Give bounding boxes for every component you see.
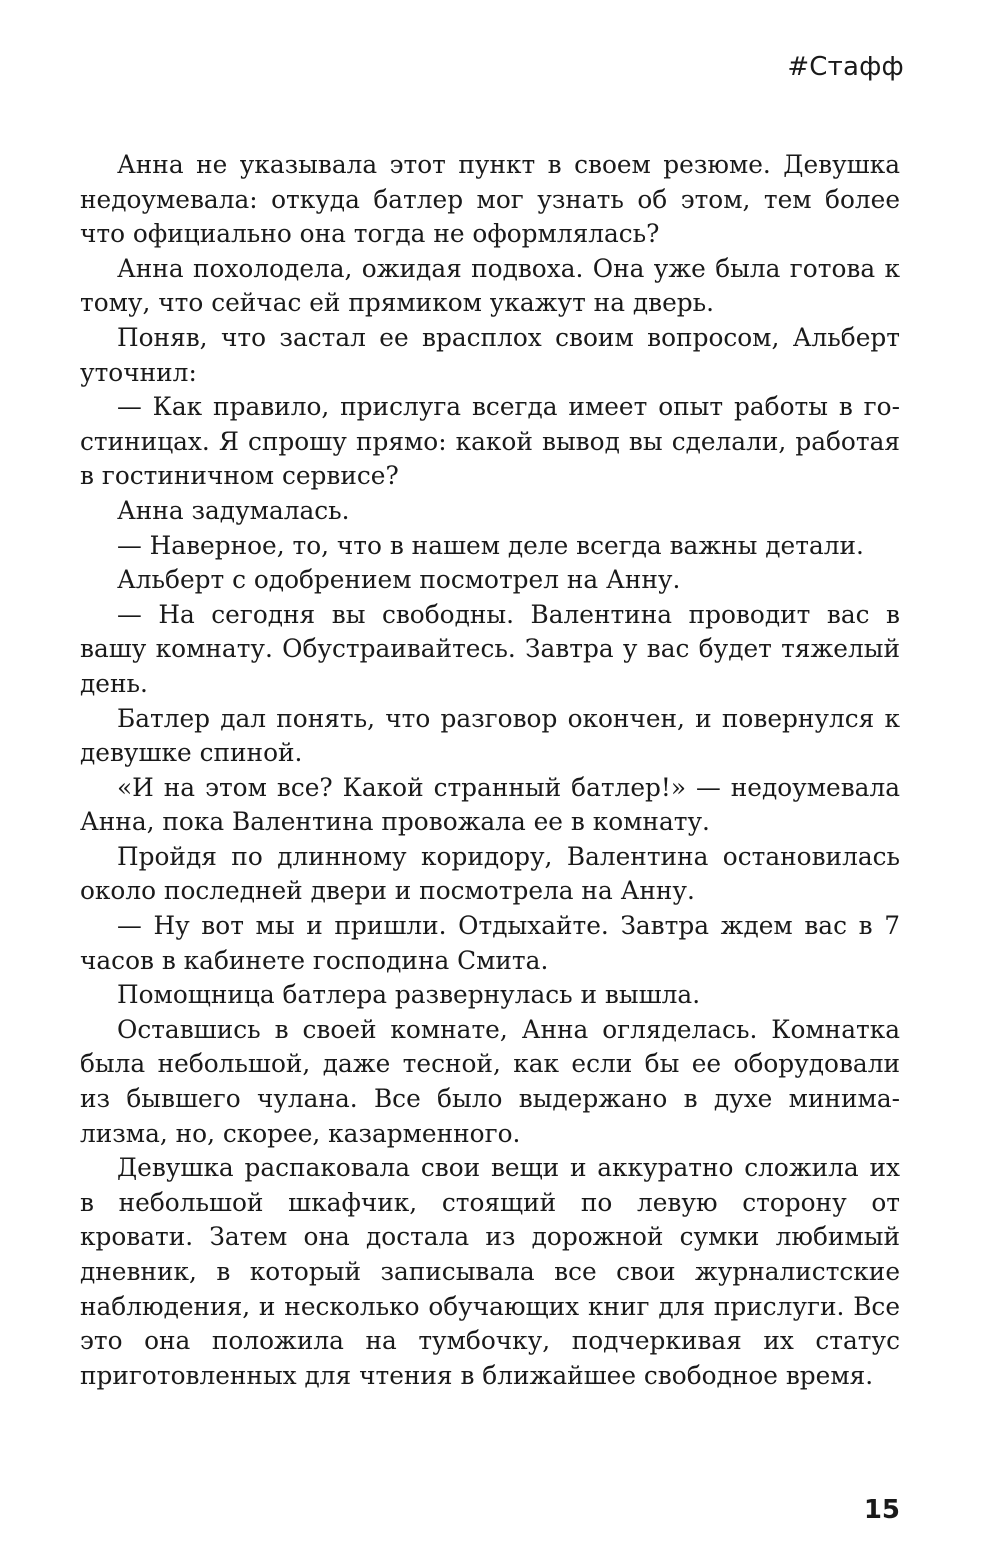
paragraph: Поняв, что застал ее врасплох своим вопросом, Альберт уточнил: [80, 322, 900, 387]
paragraph: Анна похолодела, ожидая подвоха. Она уже была готова к тому, что сейчас ей прямиком укажут на дверь. [80, 253, 900, 318]
paragraph: Анна не указывала этот пункт в своем резюме. Девушка недоумевала: откуда батлер мог узнать об этом, тем более что официально она тогда не оформлялась? [80, 150, 900, 249]
paragraph: Оставшись в своей комнате, Анна огляделась. Комнатка была небольшой, даже тесной, как если бы ее оборудовали из бывшего чулана. Все было выдержано в духе минимализма, но, скорее, казарменного. [80, 1014, 900, 1148]
paragraph: Анна задумалась. [117, 495, 350, 525]
paragraph: Девушка распаковала свои вещи и аккуратно сложила их в небольшой шкафчик, стоящий по левую сторону от кровати. Затем она достала из дорожной сумки любимый дневник, в который записывала все свои журналистские наблюдения, и несколько обучающих книг для прислуги. Все это она положила на тумбочку, подчеркивая их статус приготовленных для чтения в ближайшее свободное время. [80, 1153, 900, 1390]
paragraph: «И на этом все? Какой странный батлер!» — недоумевала Анна, пока Валентина провожала ее в комнату. [80, 772, 900, 837]
paragraph: — Как правило, прислуга всегда имеет опыт работы в гостиницах. Я спрошу прямо: какой вывод вы сделали, работая в гостиничном сервисе? [80, 392, 900, 491]
paragraph: Альберт с одобрением посмотрел на Анну. [117, 565, 681, 595]
paragraph: Помощница батлера развернулась и вышла. [117, 980, 701, 1010]
paragraph: — На сегодня вы свободны. Валентина проводит вас в вашу комнату. Обустраивайтесь. Завтра у вас будет тяжелый день. [80, 599, 900, 698]
running-header: #Стафф [787, 52, 904, 82]
page-number: 15 [863, 1495, 900, 1525]
body-text [80, 148, 900, 1393]
paragraph: Пройдя по длинному коридору, Валентина остановилась около последней двери и посмотрела на Анну. [80, 841, 900, 906]
paragraph: — Ну вот мы и пришли. Отдыхайте. Завтра ждем вас в 7 часов в кабинете господина Смита. [80, 911, 900, 975]
paragraph: — Наверное, то, что в нашем деле всегда важны детали. [117, 530, 864, 560]
paragraph: Батлер дал понять, что разговор окончен, и повернулся к девушке спиной. [80, 703, 900, 768]
